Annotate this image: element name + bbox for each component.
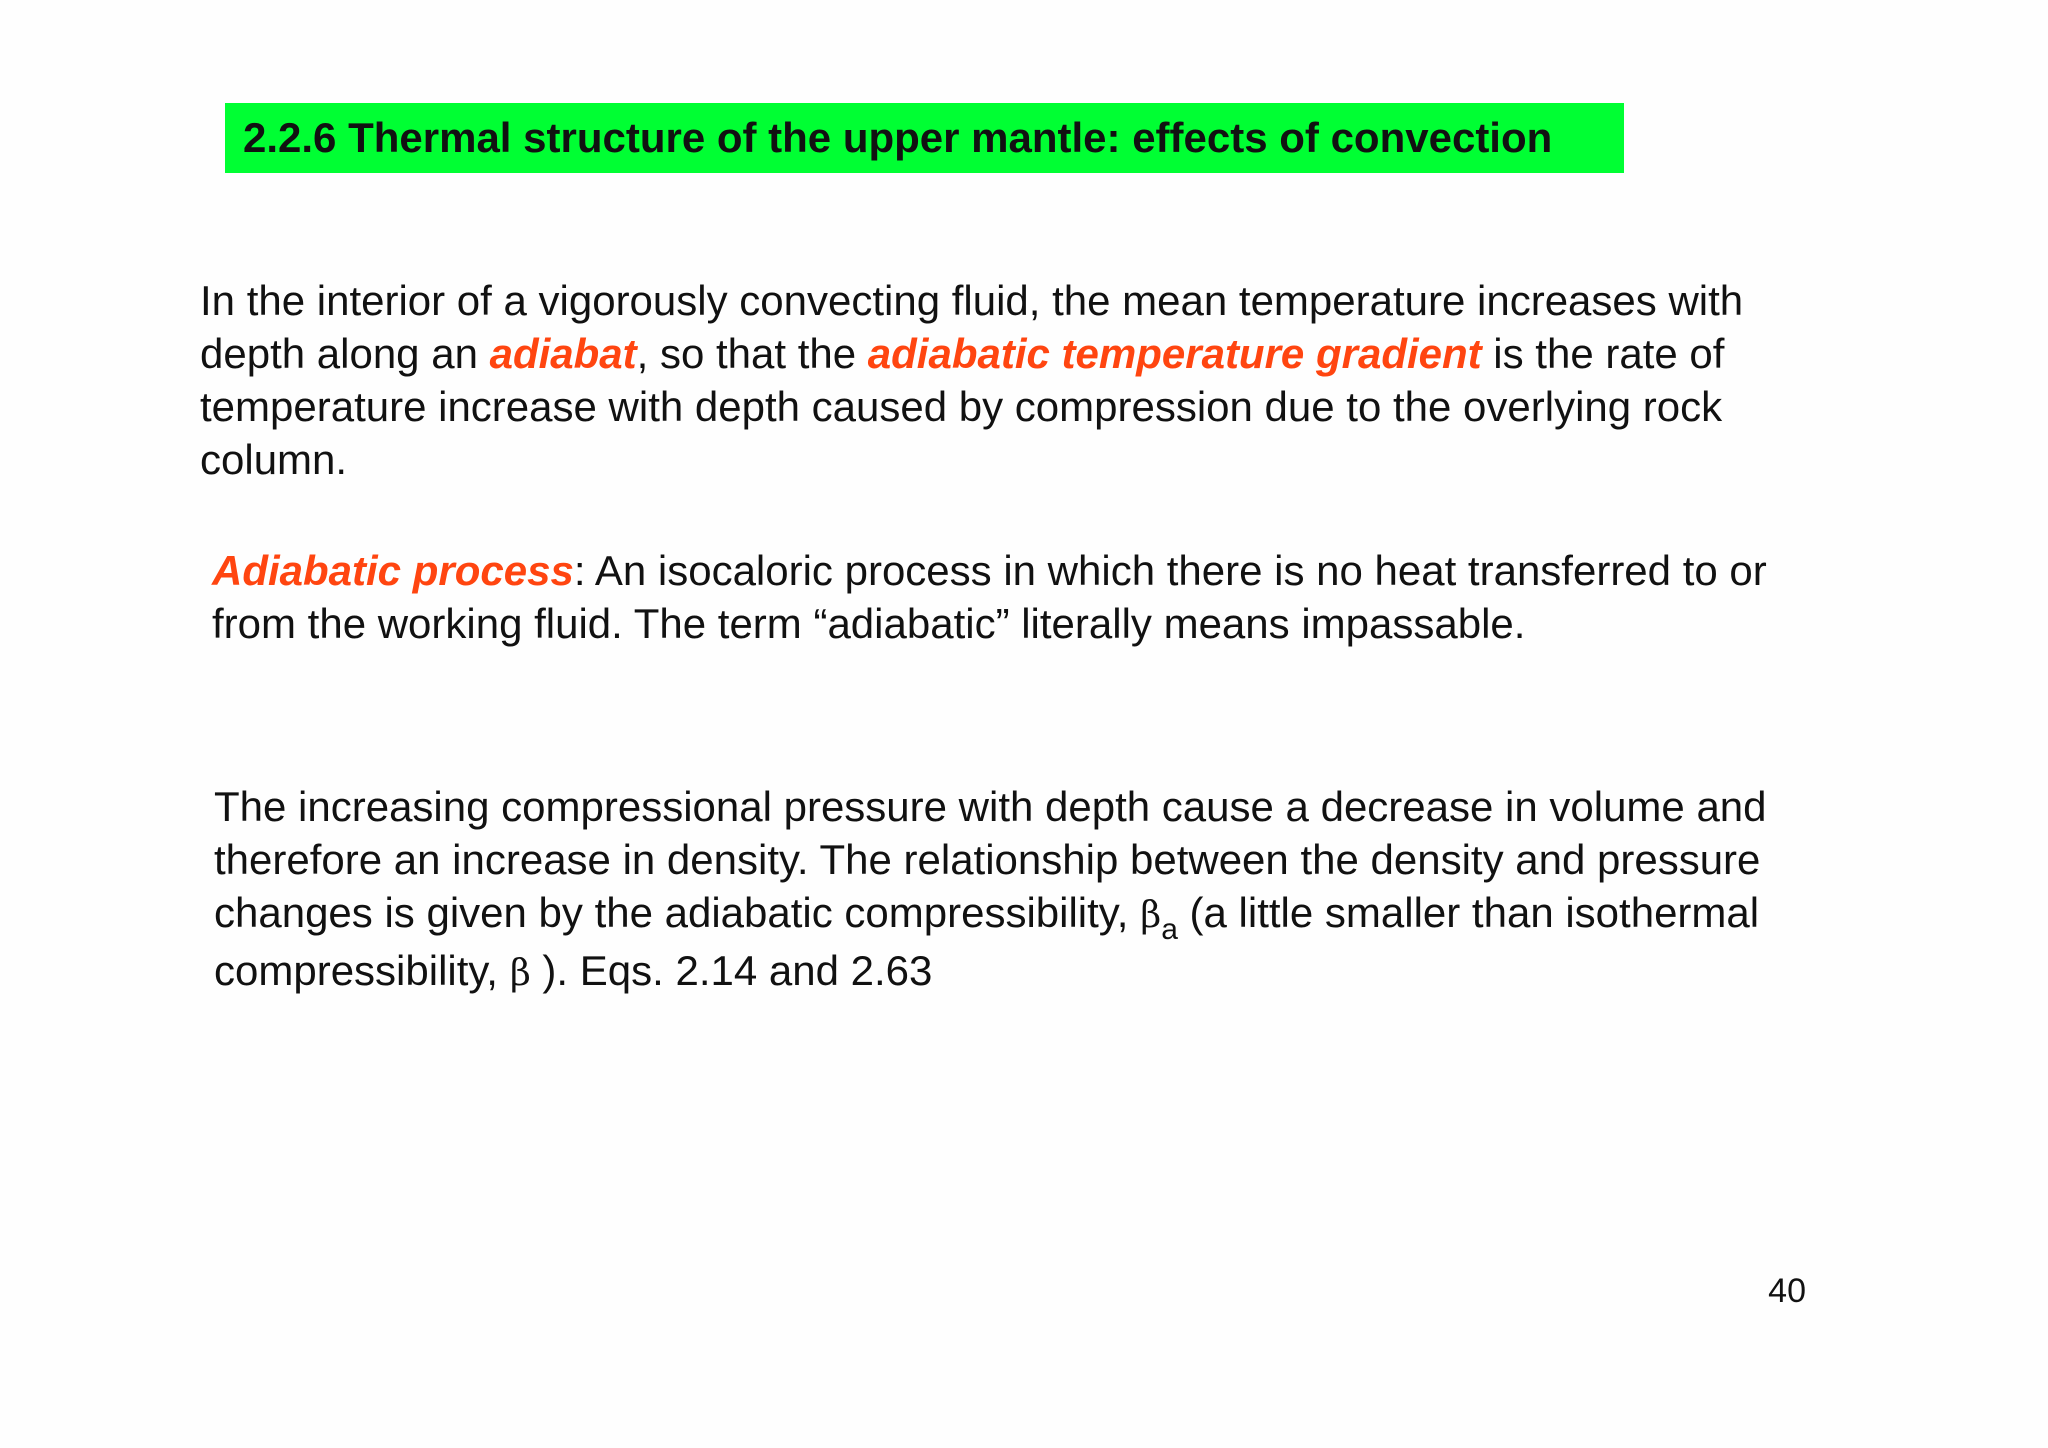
slide-title: 2.2.6 Thermal structure of the upper mantle: effects of convection — [243, 114, 1553, 161]
paragraph3-text-part1: The increasing compressional pressure with depth cause a decrease in volume and therefore an increase in density. The relationship between the density and pressure changes is given by the adiabatic compressibility, — [214, 783, 1767, 936]
page-number: 40 — [1768, 1272, 1806, 1310]
paragraph1-text-part2: , so that the — [636, 330, 868, 377]
term-adiabatic-process: Adiabatic process — [212, 547, 574, 594]
term-adiabatic-temperature-gradient: adiabatic temperature gradient — [867, 330, 1482, 377]
beta-a-subscript: a — [1161, 913, 1178, 946]
paragraph2-text: : An isocaloric process in which there is no heat transferred to or from the working fluid. The term “adiabatic” literally means impassable. — [212, 547, 1767, 647]
paragraph1-text-part3: is the rate of temperature increase with depth caused by compression due to the overlying rock column. — [200, 330, 1725, 483]
paragraph1-text-part1: In the interior of a vigorously convecting fluid, the mean temperature increases with depth along an — [200, 277, 1744, 377]
beta-symbol: β — [509, 953, 531, 994]
paragraph3-text-part2: (a little smaller than isothermal compressibility, — [214, 889, 1760, 994]
paragraph-compressibility — [214, 780, 1854, 1000]
paragraph3-text-part3: ). Eqs. 2.14 and 2.63 — [530, 947, 933, 994]
term-adiabat: adiabat — [489, 330, 637, 377]
paragraph-adiabat-definition — [200, 274, 1840, 486]
slide-title-banner — [225, 103, 1624, 173]
beta-a-symbol: β — [1140, 895, 1162, 936]
paragraph-adiabatic-process — [212, 544, 1852, 650]
